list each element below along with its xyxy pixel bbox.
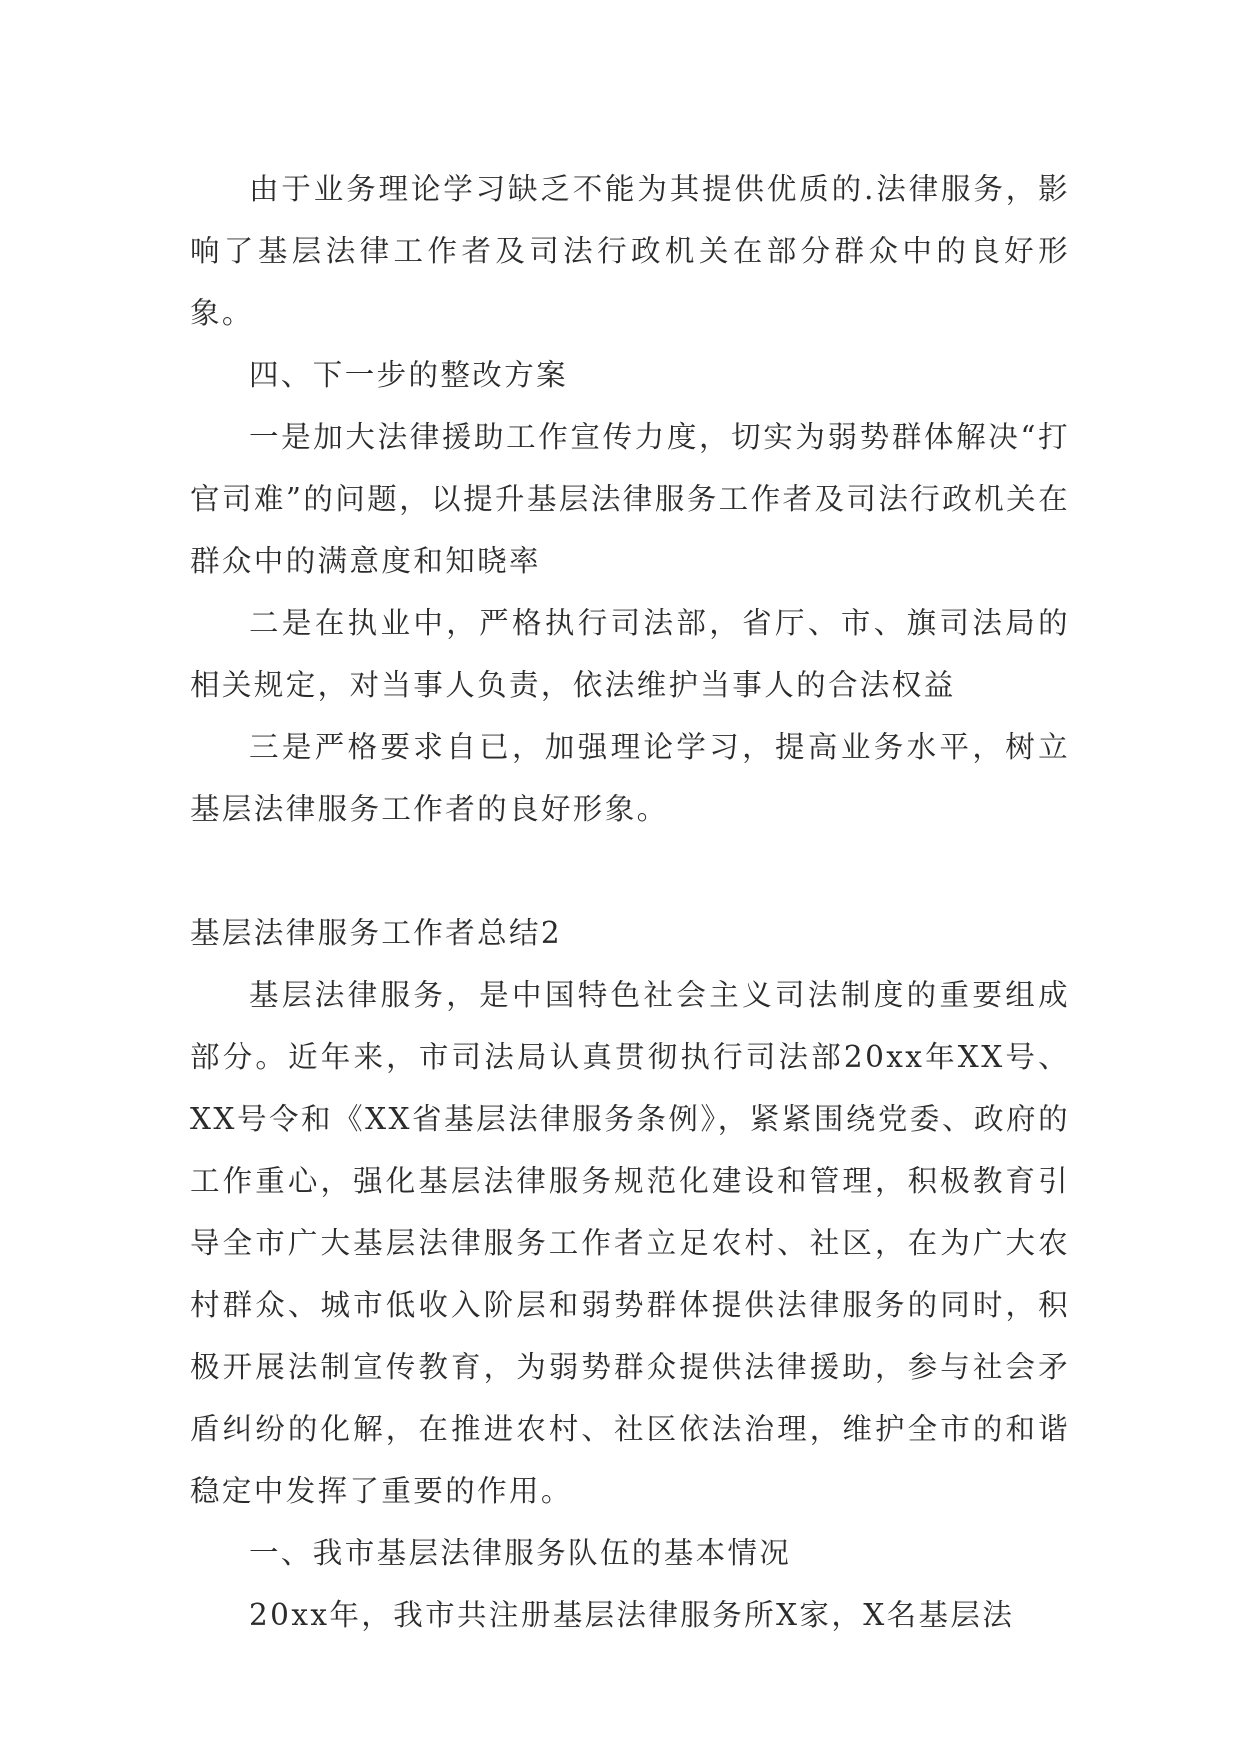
section-heading-basic-situation: 一、我市基层法律服务队伍的基本情况 [249,1536,792,1570]
paragraph-legal-service-quality: 由于业务理论学习缺乏不能为其提供优质的.法律服务，影响了基层法律工作者及司法行政机关在部分群众中的良好形象。 [190,172,1070,330]
paragraph-basic-situation: 20xx年，我市共注册基层法律服务所X家，X名基层法 [249,1598,1015,1632]
paragraph-item-three: 三是严格要求自已，加强理论学习，提高业务水平，树立基层法律服务工作者的良好形象。 [190,730,1070,826]
document-body [190,158,1070,1646]
document-heading-summary-2: 基层法律服务工作者总结2 [190,916,563,950]
paragraph-summary-intro: 基层法律服务，是中国特色社会主义司法制度的重要组成部分。近年来，市司法局认真贯彻执行司法部20xx年XX号、XX号令和《XX省基层法律服务条例》，紧紧围绕党委、政府的工作重心，强化基层法律服务规范化建设和管理，积极教育引导全市广大基层法律服务工作者立足农村、社区，在为广大农村群众、城市低收入阶层和弱势群体提供法律服务的同时，积极开展法制宣传教育，为弱势群众提供法律援助，参与社会矛盾纠纷的化解，在推进农村、社区依法治理，维护全市的和谐稳定中发挥了重要的作用。 [190,978,1070,1508]
paragraph-item-one: 一是加大法律援助工作宣传力度，切实为弱势群体解决“打官司难”的问题，以提升基层法律服务工作者及司法行政机关在群众中的满意度和知晓率 [190,420,1070,578]
section-heading-rectification-plan: 四、下一步的整改方案 [249,358,569,392]
paragraph-item-two: 二是在执业中，严格执行司法部，省厅、市、旗司法局的相关规定，对当事人负责，依法维护当事人的合法权益 [190,606,1070,702]
